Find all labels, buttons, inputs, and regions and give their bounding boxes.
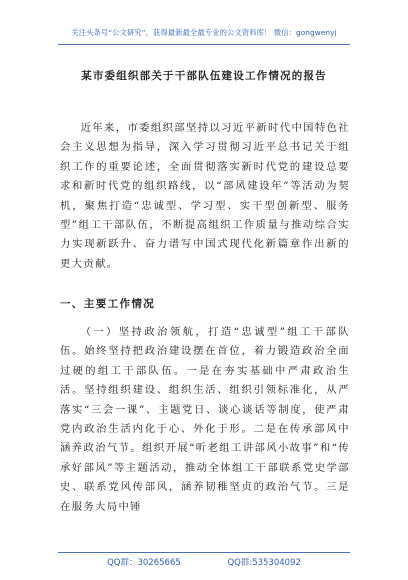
footer-qq-group-1: QQ群：30265665 xyxy=(107,558,181,568)
footer xyxy=(0,556,408,568)
section-paragraph: （一）坚持政治领航，打造“忠诚型”组工干部队伍。始终坚持把政治建设摆在首位，着力锻造政治全面过硬的组工干部队伍。一是在夯实基础中严肃政治生活。坚持组织建设、组织生活、组织引领标准化，从严落实“三会一课”、主题党日、谈心谈话等制度，使严肃党内政治生活内化于心、外化于形。二是在传承部风中涵养政治气节。组织开展“听老组工讲部风小故事”和“传承好部风”等主题活动，推动全体组工干部联系党史学部史、联系党风传部风，涵养韧稚坚贞的政治气节。三是在服务大局中锤 xyxy=(60,326,350,513)
section-heading: 一、主要工作情况 xyxy=(60,298,156,310)
header-banner: 关注头条号“公文研究”，获得最新最全最专业的公文资料库！ 微信：gongwenyj xyxy=(71,28,337,37)
intro-paragraph: 近年来，市委组织部坚持以习近平新时代中国特色社会主义思想为指导，深入学习贯彻习近平总书记关于组织工作的重要论述，全面贯彻落实新时代党的建设总要求和新时代党的组织路线，以“部风建设年”等活动为契机，聚焦打造“忠诚型、学习型、实干型创新型、服务型”组工干部队伍，不断提高组织工作质量与推动综合实力实现新跃升、奋力谱写中国式现代化新篇章作出新的更大贡献。 xyxy=(60,122,350,270)
footer-divider xyxy=(58,552,350,553)
document-title: 某市委组织部关于干部队伍建设工作情况的报告 xyxy=(81,70,327,82)
header-divider xyxy=(58,44,350,45)
footer-qq-group-2: QQ群:535304092 xyxy=(227,558,301,568)
